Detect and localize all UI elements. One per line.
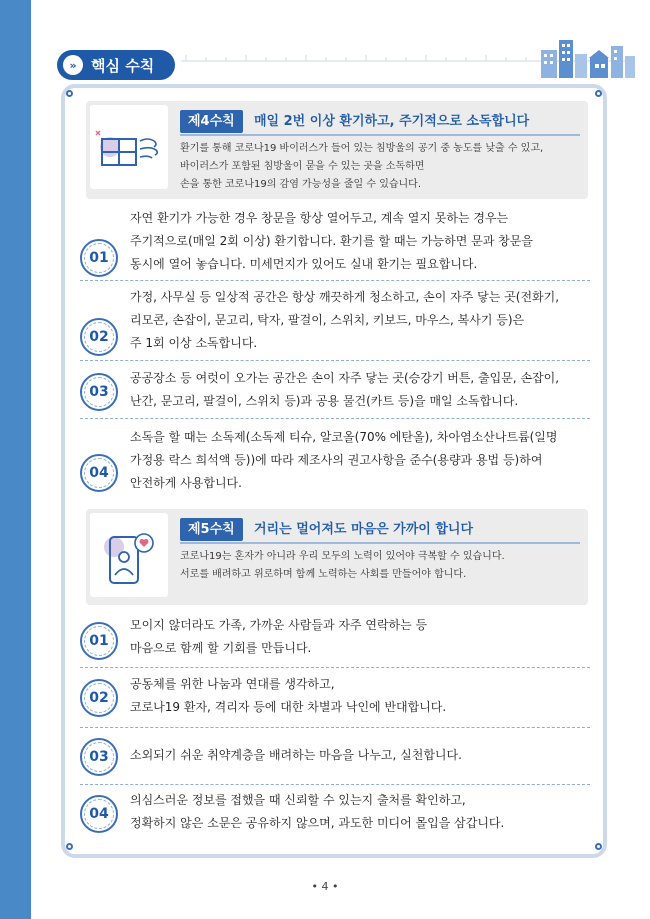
frame-corner-dot xyxy=(595,843,602,850)
double-chevron-icon: » xyxy=(63,55,83,75)
rule5-card xyxy=(86,509,588,605)
number-badge: 04 xyxy=(80,795,118,833)
item-text: 자연 환기가 가능한 경우 창문을 항상 열어두고, 계속 열지 못하는 경우는 주기적으로(매일 2회 이상) 환기합니다. 환기를 할 때는 가능하면 문과 창문을 동시에 열어 놓습니다. 미세먼지가 있어도 실내 환기는 필요합니다. xyxy=(130,211,533,271)
item-text: 공동체를 위한 나눔과 연대를 생각하고, 코로나19 환자, 격리자 등에 대한 차별과 낙인에 반대합니다. xyxy=(130,677,447,714)
number-badge: 02 xyxy=(80,318,118,356)
item-text: 의심스러운 정보를 접했을 때 신뢰할 수 있는지 출처를 확인하고, 정확하지 않은 소문은 공유하지 않으며, 과도한 미디어 몰입을 삼갑니다. xyxy=(130,793,505,830)
window-ventilation-icon xyxy=(90,105,168,189)
number-badge: 03 xyxy=(80,738,118,776)
section-title: 핵심 수칙 xyxy=(91,56,155,75)
dashed-divider xyxy=(80,667,590,668)
number-badge: 02 xyxy=(80,679,118,717)
rule4-description: 환기를 통해 코로나19 바이러스가 들어 있는 침방울의 공기 중 농도를 낮출 수 있고, 바이러스가 포함된 침방울이 묻을 수 있는 곳을 소독하면 손을 통한 코로나19의 감염 가능성을 줄일 수 있습니다. xyxy=(180,143,544,190)
dashed-divider xyxy=(80,280,590,281)
item-text: 소독을 할 때는 소독제(소독제 티슈, 알코올(70% 에탄올), 차아염소산나트륨(일명 가정용 락스 희석액 등))에 따라 제조사의 권고사항을 준수(용량과 용법 등)하여 안전하게 사용합니다. xyxy=(130,430,558,490)
item-text: 모이지 않더라도 가족, 가까운 사람들과 자주 연락하는 등 마음으로 함께 할 기회를 만듭니다. xyxy=(130,618,428,655)
frame-corner-dot xyxy=(66,843,73,850)
rule4-title: 매일 2번 이상 환기하고, 주기적으로 소독합니다 xyxy=(254,114,530,129)
page-number: • 4 • xyxy=(311,880,339,893)
rule5-title: 거리는 멀어져도 마음은 가까이 합니다 xyxy=(254,522,474,537)
number-badge: 01 xyxy=(80,622,118,660)
number-badge: 04 xyxy=(80,454,118,492)
phone-heart-icon xyxy=(90,513,168,597)
rule4-underline xyxy=(180,134,580,136)
rule5-tag: 제5수칙 xyxy=(180,518,243,541)
dashed-divider xyxy=(80,418,590,419)
number-badge: 03 xyxy=(80,373,118,411)
dashed-divider xyxy=(80,784,590,785)
rule4-tag: 제4수칙 xyxy=(180,110,243,133)
frame-corner-dot xyxy=(595,90,602,97)
section-badge xyxy=(57,50,175,80)
dashed-divider xyxy=(80,727,590,728)
rule5-underline xyxy=(180,542,580,544)
rule5-description: 코로나19는 혼자가 아니라 우리 모두의 노력이 있어야 극복할 수 있습니다. 서로를 배려하고 위로하며 함께 노력하는 사회를 만들어야 합니다. xyxy=(180,551,505,580)
frame-corner-dot xyxy=(66,90,73,97)
city-skyline-icon xyxy=(539,36,637,78)
item-text: 소외되기 쉬운 취약계층을 배려하는 마음을 나누고, 실천합니다. xyxy=(130,748,462,762)
left-accent-bar xyxy=(0,0,31,919)
item-text: 공공장소 등 여럿이 오가는 공간은 손이 자주 닿는 곳(승강기 버튼, 출입문, 손잡이, 난간, 문고리, 팔걸이, 스위치 등)과 공용 물건(카트 등)을 매일 소독합니다. xyxy=(130,371,560,408)
item-text: 가정, 사무실 등 일상적 공간은 항상 깨끗하게 청소하고, 손이 자주 닿는 곳(전화기, 리모콘, 손잡이, 문고리, 탁자, 팔걸이, 스위치, 키보드, 마우스, 복사기 등)은 주 1회 이상 소독합니다. xyxy=(130,290,560,350)
rule4-card xyxy=(86,101,588,199)
number-badge: 01 xyxy=(80,239,118,277)
dashed-divider xyxy=(80,360,590,361)
